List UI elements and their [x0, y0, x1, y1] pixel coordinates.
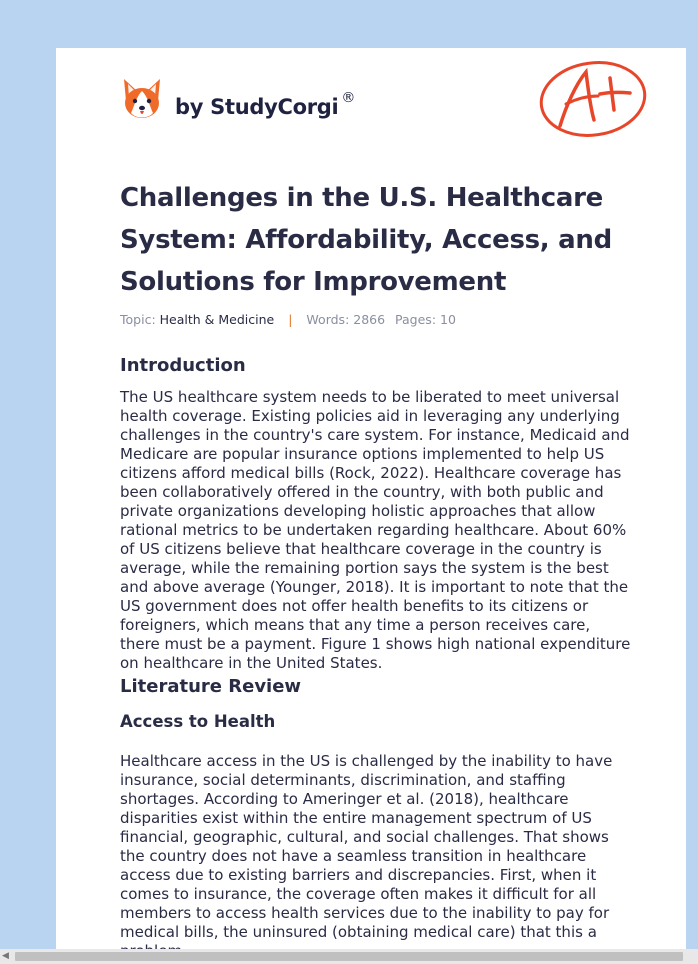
- document-content: [120, 354, 632, 961]
- access-paragraph: Healthcare access in the US is challenged by the inability to have insurance, social determinants, discrimination, and staffing shortages. According to Ameringer et al. (2018), healthcare disparities exist within the entire management spectrum of US financial, geographic, cultural, and social challenges. That shows the country does not have a seamless transition in healthcare access due to existing barriers and discrepancies. First, when it comes to insurance, the coverage often makes it difficult for all members to access health services due to the inability to pay for medical bills, the uninsured (obtaining medical care) that this a: [120, 752, 613, 941]
- grade-a-plus-stamp: [538, 58, 648, 140]
- topic-link[interactable]: Health & Medicine: [159, 312, 275, 327]
- meta-separator: |: [288, 312, 293, 327]
- document-title: Challenges in the U.S. Healthcare System: Affordability, Access, and Solutions for Improvement: [120, 183, 612, 297]
- horizontal-scrollbar[interactable]: [0, 949, 698, 964]
- literature-review-heading: Literature Review: [120, 676, 302, 697]
- svg-text:A+: A+: [538, 58, 540, 59]
- document-meta: [120, 312, 456, 327]
- corgi-logo-icon: [122, 77, 162, 121]
- topic-label: Topic:: [120, 312, 156, 327]
- scrollbar-thumb[interactable]: [15, 952, 683, 961]
- studycorgi-logo[interactable]: [122, 76, 355, 122]
- brand-name: by StudyCorgi ®: [175, 89, 356, 119]
- scroll-left-arrow-icon[interactable]: ◀: [2, 951, 9, 961]
- word-count: Words: 2866: [306, 312, 386, 327]
- access-to-health-heading: Access to Health: [120, 712, 276, 731]
- page-count: Pages: 10: [395, 312, 456, 327]
- introduction-paragraph: The US healthcare system needs to be liberated to meet universal health coverage. Existing policies aid in leveraging any underlying challenges in the country's care system. For instance, Medicaid and Medicare are popular insurance options implemented to help US citizens afford medical bills (Rock, 2022). Healthcare coverage has been collaboratively offered in the country, with both public and private organizations developing holistic approaches that allow rational metrics to be undertaken regarding healthcare. About 60% of US citizens believe that healthcare coverage in the country is average, while the remaining portion says the system is the best and above average (Younger, 2018). It is important to note that the US government does not offer health benefits to its citizens or foreigners, which means that any time a person receives care, there must be a payment. Figure 1 shows high national expenditure on healthcare in the United States.: [120, 388, 631, 672]
- document-page: [56, 48, 686, 964]
- introduction-heading: Introduction: [120, 355, 246, 376]
